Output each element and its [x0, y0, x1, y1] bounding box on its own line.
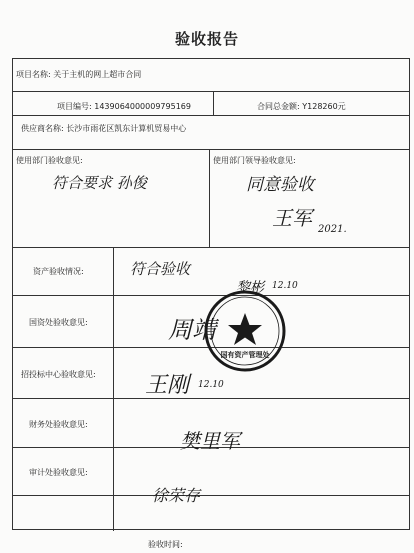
seal-text: 国有资产管理处: [220, 351, 270, 359]
audit-label: 审计处验收意见:: [29, 468, 88, 477]
seal-star-icon: [228, 313, 262, 345]
bidding-date: 12.10: [198, 380, 224, 390]
state-asset-signature: 周靖: [168, 316, 216, 344]
supplier-label: 供应商名称:: [21, 124, 64, 133]
leader-date: 2021.: [318, 224, 347, 235]
supplier-row: [21, 123, 186, 134]
contract-amount: Y128260元: [302, 102, 346, 111]
accept-time-label: 验收时间:: [148, 540, 183, 549]
project-no: 1439064000009795169: [94, 102, 191, 111]
user-dept-opinion-label: 使用部门验收意见:: [16, 156, 83, 165]
page-title: 验收报告: [174, 30, 239, 48]
contract-amount-cell: [257, 101, 346, 112]
col-divider: [209, 149, 210, 247]
asset-signature: 黎彬: [236, 280, 264, 296]
official-seal: [203, 289, 287, 373]
project-label: 项目名称:: [16, 70, 51, 79]
asset-label: 资产验收情况:: [33, 267, 84, 276]
finance-signature: 樊里军: [180, 429, 240, 453]
row-divider: [13, 115, 409, 116]
asset-opinion-handwriting: 符合验收: [130, 260, 191, 278]
contract-amount-label: 合同总金额:: [257, 102, 300, 111]
row-divider: [13, 247, 409, 248]
bidding-signature: 王刚: [145, 373, 190, 398]
leader-signature: 王军: [272, 206, 312, 230]
row-divider: [13, 398, 409, 399]
asset-date: 12.10: [272, 281, 298, 291]
project-name: 关于主机的网上超市合同: [53, 70, 142, 79]
supplier-name: 长沙市雨花区凯东计算机贸易中心: [66, 124, 187, 133]
project-no-cell: [57, 101, 191, 112]
row-divider: [13, 495, 409, 496]
user-dept-leader-label: 使用部门领导验收意见:: [213, 156, 296, 165]
row-divider: [13, 149, 409, 150]
col-divider: [213, 91, 214, 115]
col-divider: [113, 247, 114, 531]
project-no-label: 项目编号:: [57, 102, 92, 111]
project-name-row: [16, 69, 141, 80]
user-dept-opinion-handwriting: 符合要求 孙俊: [52, 174, 147, 192]
finance-label: 财务处验收意见:: [29, 420, 88, 429]
state-asset-label: 国资处验收意见:: [29, 318, 88, 327]
row-divider: [13, 91, 409, 92]
leader-opinion-handwriting: 同意验收: [246, 175, 314, 195]
audit-signature: 徐荣存: [152, 486, 201, 505]
bidding-label: 招投标中心验收意见:: [21, 370, 96, 379]
